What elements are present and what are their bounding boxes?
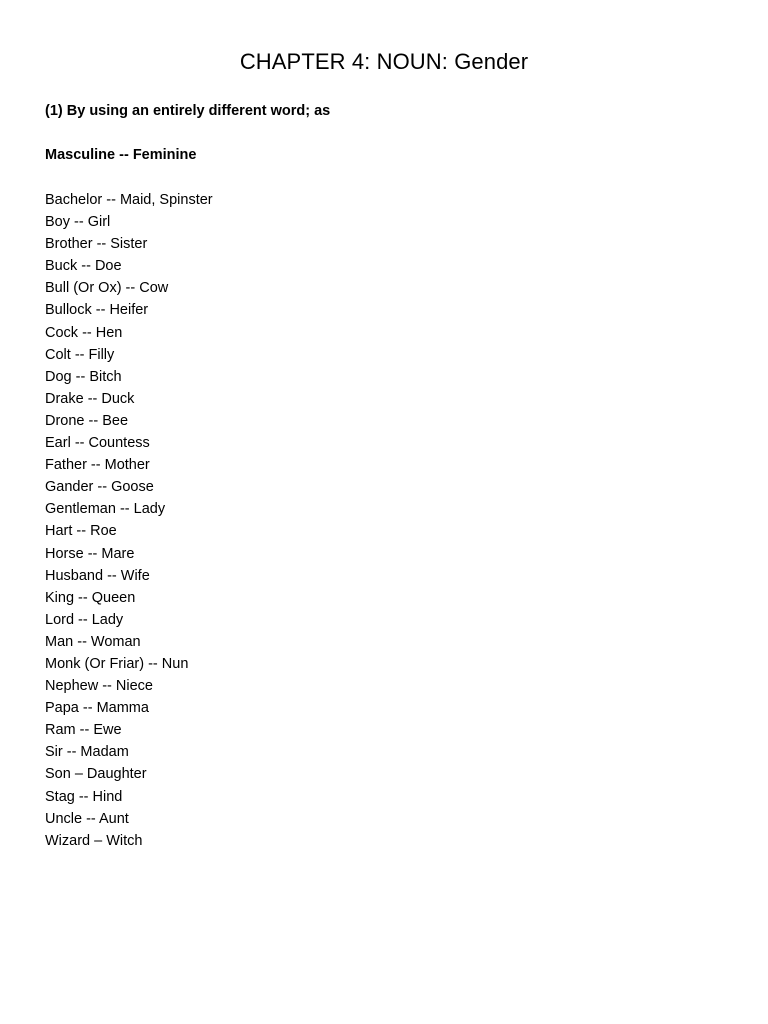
gender-pair-item: Earl -- Countess: [45, 435, 150, 452]
gender-pair-item: Cock -- Hen: [45, 324, 123, 341]
gender-pair-item: Bullock -- Heifer: [45, 302, 149, 319]
column-header: Masculine -- Feminine: [45, 147, 197, 163]
rule-heading: (1) By using an entirely different word; as: [45, 103, 331, 119]
gender-pair-list: [45, 189, 213, 852]
gender-pair-item: Sir -- Madam: [45, 744, 129, 761]
page-title: CHAPTER 4: NOUN: Gender: [239, 49, 529, 74]
gender-pair-item: Gander -- Goose: [45, 479, 154, 496]
gender-pair-item: Nephew -- Niece: [45, 678, 153, 695]
gender-pair-item: King -- Queen: [45, 589, 136, 606]
gender-pair-item: Dog -- Bitch: [45, 368, 122, 385]
gender-pair-item: Hart -- Roe: [45, 523, 117, 540]
gender-pair-item: Buck -- Doe: [45, 258, 122, 275]
gender-pair-item: Colt -- Filly: [45, 346, 115, 363]
gender-pair-item: Papa -- Mamma: [45, 700, 149, 717]
gender-pair-item: Horse -- Mare: [45, 545, 135, 562]
gender-pair-item: Son – Daughter: [45, 766, 147, 783]
gender-pair-item: Father -- Mother: [45, 457, 150, 474]
gender-pair-item: Drone -- Bee: [45, 412, 129, 429]
gender-pair-item: Stag -- Hind: [45, 788, 123, 805]
gender-pair-item: Lord -- Lady: [45, 611, 124, 628]
gender-pair-item: Brother -- Sister: [45, 236, 148, 253]
gender-pair-item: Bachelor -- Maid, Spinster: [45, 192, 213, 208]
gender-pair-item: Uncle -- Aunt: [45, 810, 129, 827]
gender-pair-item: Husband -- Wife: [45, 567, 150, 584]
gender-pair-item: Monk (Or Friar) -- Nun: [45, 655, 189, 672]
gender-pair-item: Ram -- Ewe: [45, 722, 122, 739]
gender-pair-item: Wizard – Witch: [45, 832, 143, 849]
gender-pair-item: Boy -- Girl: [45, 214, 111, 231]
gender-pair-item: Gentleman -- Lady: [45, 501, 166, 518]
gender-pair-item: Man -- Woman: [45, 633, 141, 650]
gender-pair-item: Drake -- Duck: [45, 390, 135, 407]
gender-pair-item: Bull (Or Ox) -- Cow: [45, 280, 169, 297]
